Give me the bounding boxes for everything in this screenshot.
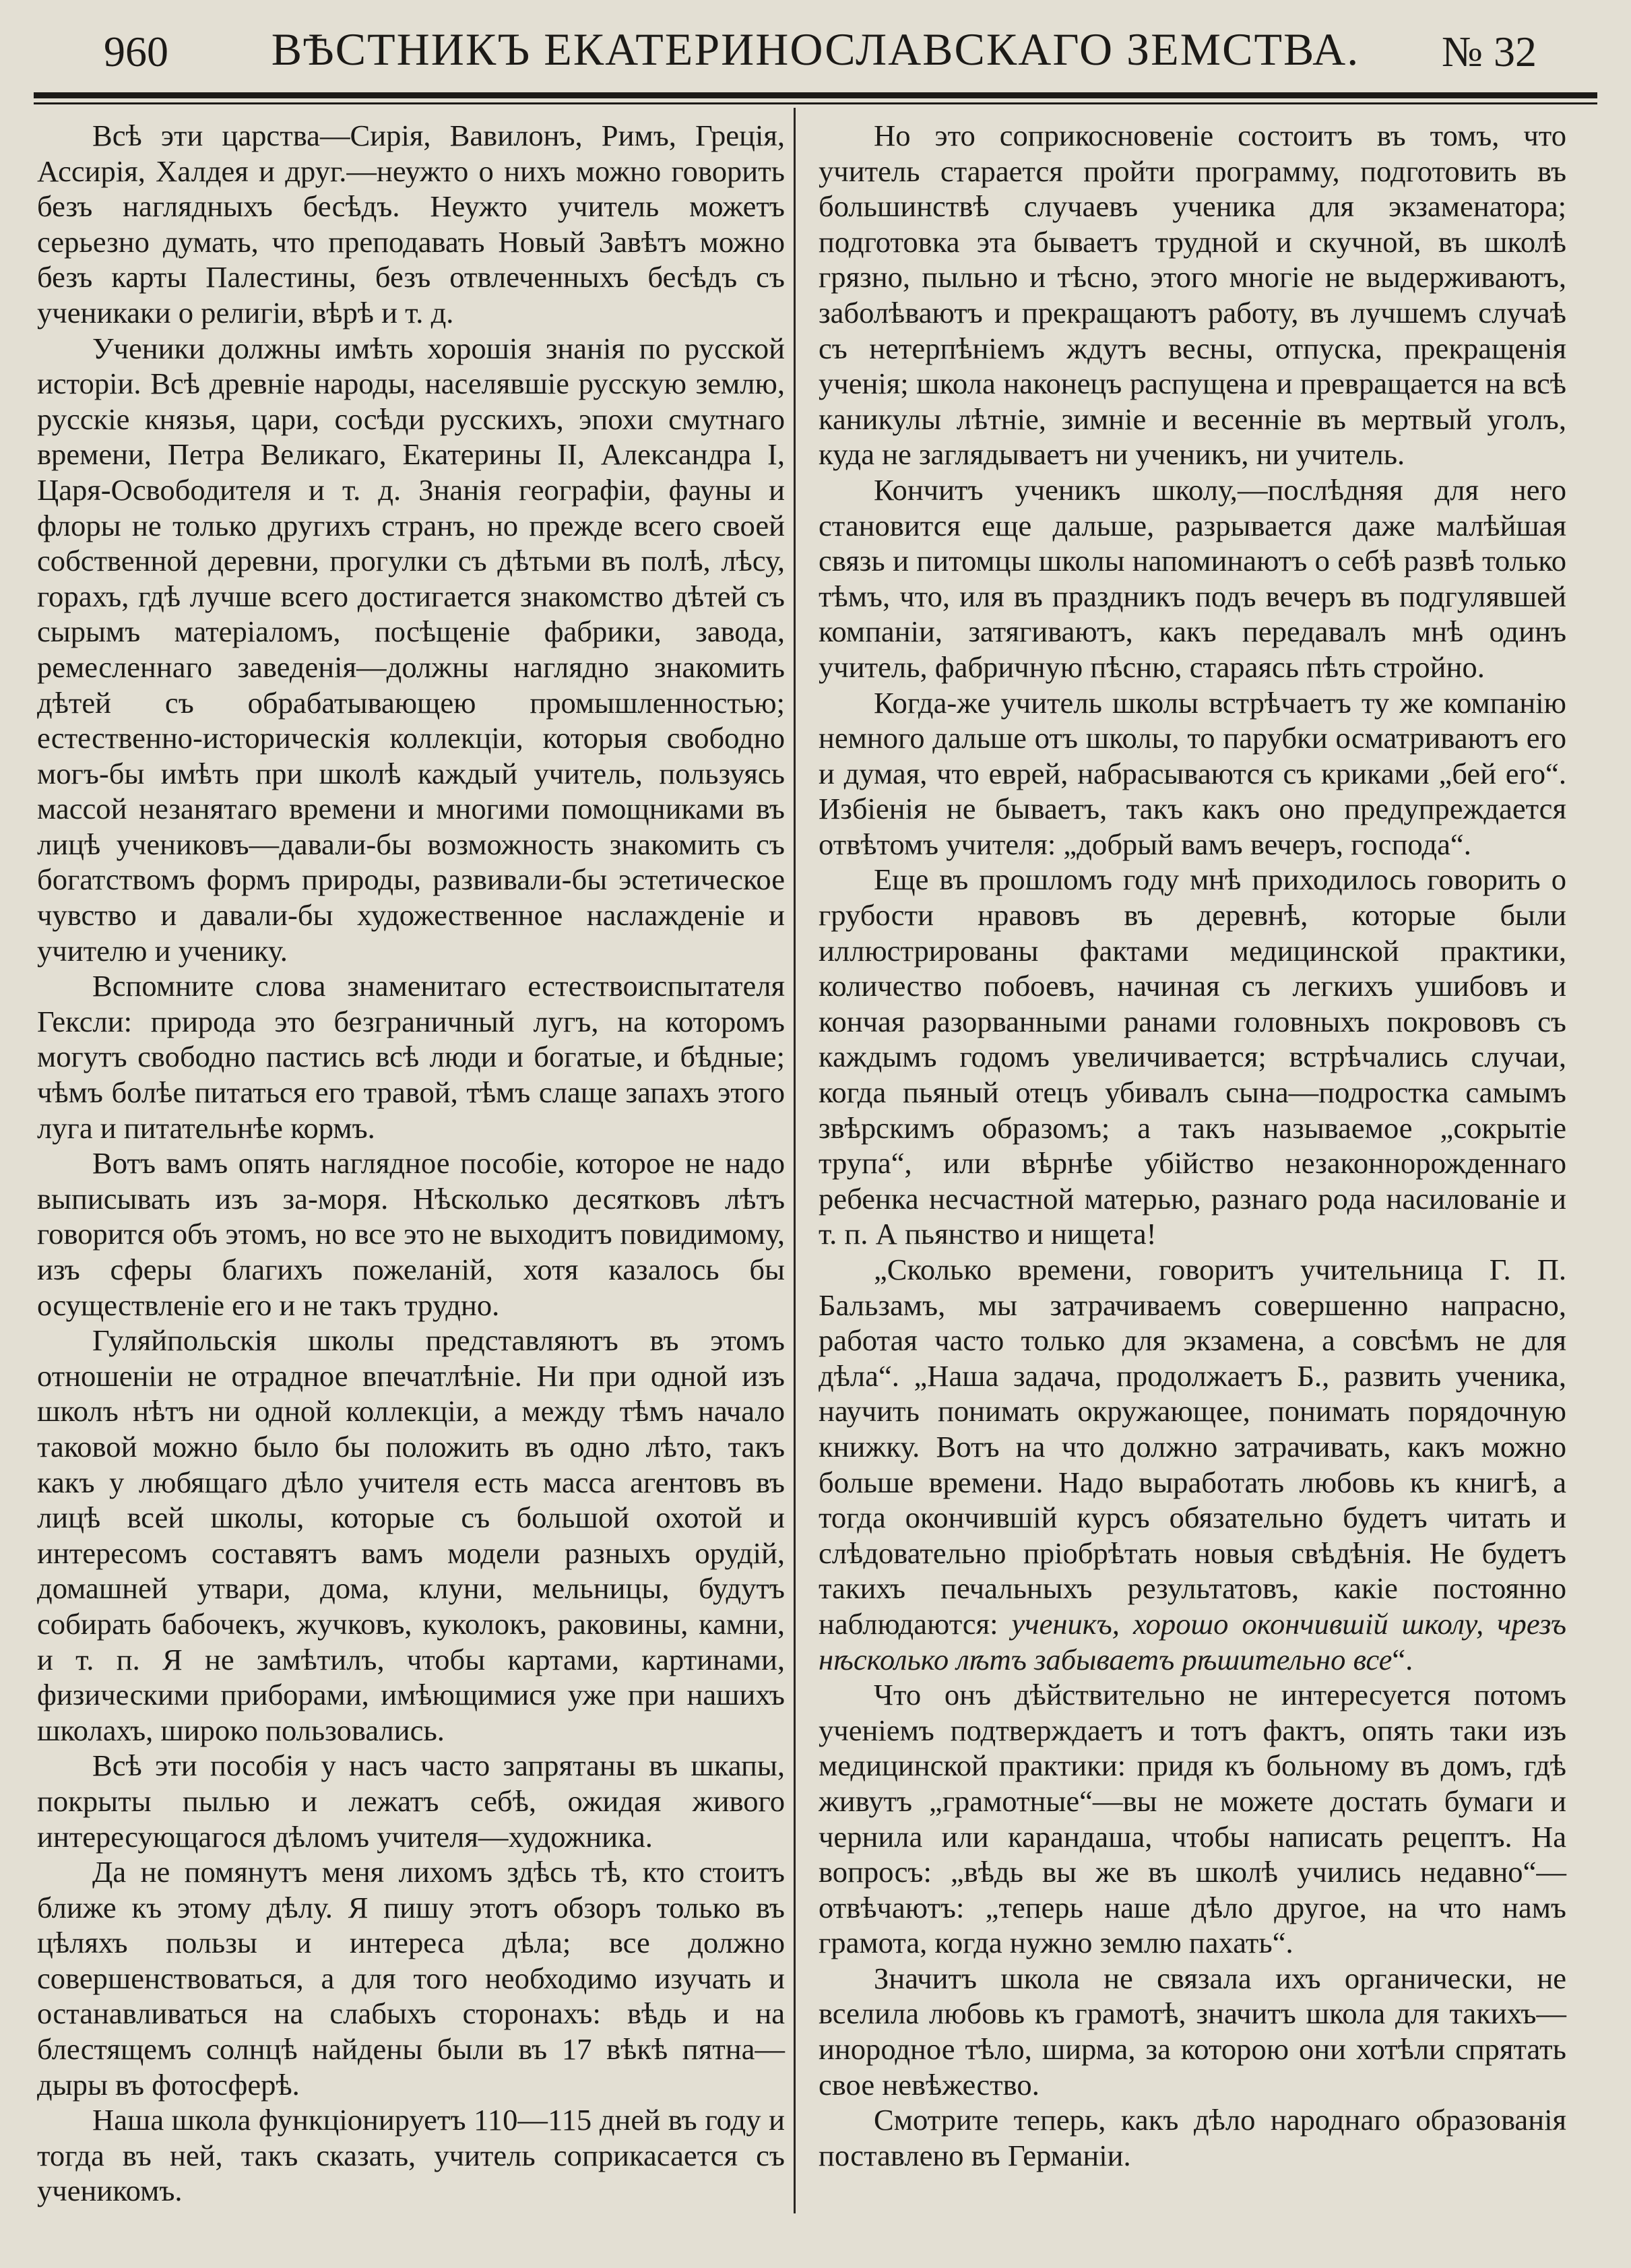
paragraph: Да не помянутъ меня лихомъ здѣсь тѣ, кто стоитъ ближе къ этому дѣлу. Я пишу этотъ обзоръ только въ цѣляхъ пользы и интереса дѣла; все должно совершенствоваться, а для того необходимо изучать и останавливаться на слабыхъ сторонахъ: вѣдь и на блестящемъ солнцѣ найдены были въ 17 вѣкѣ пятна—дыры въ фотосферѣ. (37, 1855, 785, 2102)
paragraph: Вотъ вамъ опять наглядное пособіе, которое не надо выписывать изъ за-моря. Нѣсколько десятковъ лѣтъ говорится объ этомъ, но все это не выходитъ повидимому, изъ сферы благихъ пожеланій, хотя казалось бы осуществленіе его и не такъ трудно. (37, 1146, 785, 1322)
paragraph: Гуляйпольскія школы представляютъ въ этомъ отношеніи не отрадное впечатлѣніе. Ни при одной изъ школъ нѣтъ ни одной коллекціи, а между тѣмъ начало таковой можно было бы положить въ одно лѣто, такъ какъ у любящаго дѣло учителя есть масса агентовъ въ лицѣ всей школы, которые съ большой охотой и интересомъ составятъ вамъ модели разныхъ орудій, домашней утвари, дома, клуни, мельницы, будутъ собирать бабочекъ, жучковъ, куколокъ, раковины, камни, и т. п. Я не замѣтилъ, чтобы картами, картинами, физическими приборами, имѣющимися уже при нашихъ школахъ, широко пользовались. (37, 1323, 785, 1747)
right-column (819, 118, 1566, 2173)
header-rule-thick (34, 92, 1597, 98)
paragraph: Но это соприкосновеніе состоитъ въ томъ, что учитель старается пройти программу, подготовить въ большинствѣ случаевъ ученика для экзаменатора; подготовка эта бываетъ трудной и скучной, въ школѣ грязно, пыльно и тѣсно, этого многіе не выдерживаютъ, заболѣваютъ и прекращаютъ работу, въ лучшемъ случаѣ съ нетерпѣніемъ ждутъ весны, отпуска, прекращенія ученія; школа наконецъ распущена и превращается на всѣ каникулы лѣтніе, зимніе и весенніе въ мертвый уголъ, куда не заглядываетъ ни ученикъ, ни учитель. (819, 119, 1566, 472)
quote-text: „Сколько времени, говоритъ учительница Г. П. Бальзамъ, мы затрачиваемъ совершенно напрасно, работая часто только для экзамена, а совсѣмъ не для дѣла“. „Наша задача, продолжаетъ Б., развить ученика, научить понимать окружающее, понимать порядочную книжку. Вотъ на что должно затрачивать, какъ можно больше времени. Надо выработать любовь къ книгѣ, а тогда окончившій курсъ обязательно будетъ читать и слѣдовательно пріобрѣтать новыя свѣдѣнія. Не будетъ такихъ печальныхъ результатовъ, какіе постоянно наблюдаются: (819, 1253, 1566, 1641)
page-number: 960 (104, 28, 168, 75)
paragraph-quote (819, 1252, 1566, 1677)
paragraph: Всѣ эти царства—Сирія, Вавилонъ, Римъ, Греція, Ассирія, Халдея и друг.—неужто о нихъ можно говорить безъ наглядныхъ бесѣдъ. Неужто учитель можетъ серьезно думать, что преподавать Новый Завѣтъ можно безъ карты Палестины, безъ отвлеченныхъ бесѣдъ съ ученикаки о религіи, вѣрѣ и т. д. (37, 119, 785, 329)
paragraph: Вспомните слова знаменитаго естествоиспытателя Гексли: природа это безграничный лугъ, на которомъ могутъ свободно пастись всѣ люди и богатые, и бѣдные; чѣмъ болѣе питаться его травой, тѣмъ слаще запахъ этого луга и питательнѣе кормъ. (37, 969, 785, 1145)
journal-title: ВѢСТНИКЪ ЕКАТЕРИНОСЛАВСКАГО ЗЕМСТВА. (271, 24, 1360, 75)
header-rule-thin (34, 102, 1597, 104)
column-divider (794, 108, 796, 2213)
paragraph: Смотрите теперь, какъ дѣло народнаго образованія поставлено въ Германіи. (819, 2103, 1566, 2172)
paragraph: Кончитъ ученикъ школу,—послѣдняя для него становится еще дальше, разрывается даже малѣйшая связь и питомцы школы напоминаютъ о себѣ развѣ только тѣмъ, что, иля въ праздникъ подъ вечеръ въ подгулявшей компаніи, затягиваютъ, какъ передавалъ мнѣ одинъ учитель, фабричную пѣсню, стараясь пѣть стройно. (819, 472, 1566, 684)
quote-emphasis: ученикъ, хорошо окончившій школу, чрезъ нѣсколько лѣтъ забываетъ рѣшительно все (819, 1606, 1566, 1676)
issue-number: № 32 (1441, 28, 1537, 75)
paragraph: Еще въ прошломъ году мнѣ приходилось говорить о грубости нравовъ въ деревнѣ, которые были иллюстрированы фактами медицинской практики, количество побоевъ, начиная съ легкихъ ушибовъ и кончая разорванными ранами головныхъ покрововъ съ каждымъ годомъ увеличивается; встрѣчались случаи, когда пьяный отецъ убивалъ сына—подростка самымъ звѣрскимъ образомъ; а такъ называемое „сокрытіе трупа“, или вѣрнѣе убійство незаконнорожденнаго ребенка несчастной матерью, разнаго рода насилованіе и т. п. А пьянство и нищета! (819, 862, 1566, 1251)
paragraph: Всѣ эти пособія у насъ часто запрятаны въ шкапы, покрыты пылью и лежатъ себѣ, ожидая живого интересующагося дѣломъ учителя—художника. (37, 1749, 785, 1854)
quote-end: “. (1392, 1642, 1413, 1676)
paragraph: Когда-же учитель школы встрѣчаетъ ту же компанію немного дальше отъ школы, то парубки осматриваютъ его и думая, что еврей, набрасываются съ криками „бей его“. Избіенія не бываетъ, такъ какъ оно предупреждается отвѣтомъ учителя: „добрый вамъ вечеръ, господа“. (819, 685, 1566, 861)
left-column (37, 118, 785, 2209)
paragraph: Что онъ дѣйствительно не интересуется потомъ ученіемъ подтверждаетъ и тотъ фактъ, опять таки изъ медицинской практики: придя къ больному въ домъ, гдѣ живутъ „грамотные“—вы не можете достать бумаги и чернила или карандаша, чтобы написать рецептъ. На вопросъ: „вѣдь вы же въ школѣ учились недавно“—отвѣчаютъ: „теперь наше дѣло другое, на что намъ грамота, когда нужно землю пахать“. (819, 1678, 1566, 1960)
paragraph: Наша школа функціонируетъ 110—115 дней въ году и тогда въ ней, такъ сказать, учитель соприкасается съ ученикомъ. (37, 2103, 785, 2208)
page-header (34, 12, 1597, 86)
paragraph: Ученики должны имѣть хорошія знанія по русской исторіи. Всѣ древніе народы, населявшіе русскую землю, русскіе князья, цари, сосѣди русскихъ, эпохи смутнаго времени, Петра Великаго, Екатерины II, Александра I, Царя-Освободителя и т. д. Знанія географіи, фауны и флоры не только другихъ странъ, но прежде всего своей собственной деревни, прогулки съ дѣтьми въ полѣ, лѣсу, горахъ, гдѣ лучше всего достигается знакомство дѣтей съ сырымъ матеріаломъ, посѣщеніе фабрики, завода, ремесленнаго заведенія—должны наглядно знакомить дѣтей съ обрабатывающею промышленностью; естественно-историческія коллекціи, которыя свободно могъ-бы имѣть при школѣ каждый учитель, пользуясь массой незанятаго времени и многими помощниками въ лицѣ учениковъ—давали-бы возможность знакомить съ богатствомъ формъ природы, развивали-бы эстетическое чувство и давали-бы художественное наслажденіе и учителю и ученику. (37, 331, 785, 968)
paragraph: Значитъ школа не связала ихъ органически, не вселила любовь къ грамотѣ, значитъ школа для такихъ—инородное тѣло, ширма, за которою они хотѣли спрятать свое невѣжество. (819, 1961, 1566, 2102)
